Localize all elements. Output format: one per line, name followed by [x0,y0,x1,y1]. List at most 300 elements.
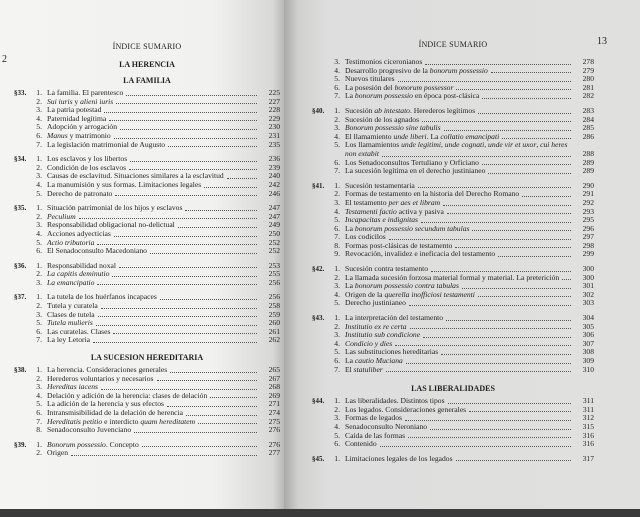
item-number: 2. [36,301,42,311]
item-number: 3. [36,309,42,319]
title-segment: Los esclavos y los libertos [47,154,128,164]
item-number: 4. [334,65,340,75]
running-header: ÍNDICE SUMARIO [418,40,488,49]
page-number: 2 [2,54,7,65]
item-number: 5. [334,215,340,225]
title-segment: Revocación, invalidez e ineficacia del testamento [345,249,496,259]
entry-title [345,299,406,308]
page-ref: 280 [582,74,594,84]
page-ref: 279 [582,65,594,75]
dot-leader [482,164,571,165]
dot-leader [116,103,257,104]
title-segment: Tutela y curatela [47,301,98,311]
dot-leader [418,187,571,188]
title-segment: querella inofficiosi testamenti [384,289,475,299]
title-segment: Acciones adyecticias [47,228,111,238]
page-ref: 229 [268,113,280,123]
dot-leader [115,195,257,196]
dot-leader [101,389,257,390]
toc-entry[interactable] [14,141,280,150]
dot-leader [431,271,571,272]
toc-entry[interactable] [312,167,594,176]
item-number: 7. [334,91,340,101]
page-ref: 311 [582,404,594,414]
section-number: §45. [312,454,325,463]
title-segment: Los Senadoconsultos Tertuliano y Orficiano [345,157,479,167]
title-segment: alieni iuris [80,96,114,106]
part-title: LA HERENCIA [119,60,175,69]
dot-leader [386,371,571,372]
title-segment: La emancipatio [47,277,95,287]
page-ref: 260 [268,318,280,328]
title-segment: . Herederos legítimos [409,105,476,115]
title-segment: La [345,91,355,101]
title-segment: quam hereditatem [140,416,196,426]
page-ref: 315 [582,421,594,431]
dot-leader [482,98,571,99]
title-segment: La tutela de los huérfanos incapaces [47,292,157,302]
title-segment: El Senadoconsulto Macedoniano [47,246,147,256]
title-segment: bonorum possessio [429,65,488,75]
entry-title [345,455,453,464]
dot-leader [448,403,571,404]
title-segment: La sucesión legítima en el derecho justinianeo [345,166,486,176]
title-segment: bonorum possessio contra tabulas [354,281,459,291]
item-number: 1. [36,439,42,449]
dot-leader [79,218,257,219]
title-segment: . Concepto [105,439,139,449]
item-number: 4. [36,228,42,238]
page-ref: 252 [268,237,280,247]
page-ref: 242 [268,179,280,189]
dot-leader [227,178,257,179]
page-ref: 291 [582,189,594,199]
dot-leader [430,429,571,430]
dot-leader [130,161,257,162]
title-segment: La [345,356,355,365]
title-segment: Delación y adición de la herencia: clases de delación [47,390,208,400]
item-number: 3. [334,197,340,207]
page-ref: 246 [268,188,280,198]
dot-leader [93,342,257,343]
page-ref: 300 [582,272,594,282]
page-ref: 300 [582,264,594,274]
item-number: 3. [36,382,42,392]
dot-leader [96,325,257,326]
title-segment: bonorum possessio secundum tabulas [354,223,470,233]
title-segment: Derecho justinianeo [345,298,406,308]
item-number: 7. [36,139,42,149]
dot-leader [472,230,571,231]
title-segment: , [440,140,445,150]
title-segment: Situación patrimonial de los hijos y esclavos [47,203,183,213]
page-ref: 292 [582,197,594,207]
item-number: 8. [334,240,340,250]
dot-leader [186,415,257,416]
page-ref: 281 [582,82,594,92]
item-number: 3. [36,171,42,181]
item-number: 2. [36,211,42,221]
page-ref: 258 [268,301,280,311]
page-ref: 271 [268,399,280,409]
section-number: §42. [312,265,325,274]
chapter-title: LAS LIBERALIDADES [411,384,495,394]
item-number: 5. [36,122,42,132]
right-page-content [312,40,594,463]
page-ref: 276 [268,425,280,435]
dot-leader [167,406,257,407]
page-ref: 309 [582,356,594,365]
page-ref: 274 [268,408,280,417]
page-ref: 305 [582,321,594,331]
title-segment: Responsabilidad noxal [47,260,116,270]
title-segment: Las liberalidades. Distintos tipos [345,396,445,406]
title-segment: Los codicilos [345,232,386,242]
page-ref: 253 [268,260,280,270]
page-ref: 312 [582,413,594,423]
entry-title [345,167,485,176]
dot-leader [441,354,571,355]
page-ref: 307 [582,338,594,348]
dot-leader [101,308,257,309]
title-segment: y [72,96,81,106]
item-number: 8. [36,425,42,435]
page-ref: 311 [582,396,594,406]
section-number: §37. [14,293,27,302]
dot-leader [97,284,257,285]
dot-leader [469,411,571,412]
title-segment: Herederos voluntarios y necesarios [47,373,154,383]
title-segment: Institutio sub condicione [345,330,421,340]
page-ref: 235 [268,139,280,149]
item-number: 1. [334,313,340,323]
toc-entry[interactable] [312,299,594,308]
toc-entry[interactable] [312,440,594,449]
chapter-title: LA SUCESION HEREDITARIA [90,353,204,363]
item-number: 6. [334,82,340,92]
dot-leader [120,129,257,130]
item-number: 7. [36,335,42,345]
page-ref: 283 [582,105,594,115]
page-ref: 288 [582,148,594,158]
title-segment: unde cognati [444,140,485,150]
dot-leader [456,460,571,461]
item-number: 3. [334,281,340,291]
title-segment: en época post-clásica [412,91,480,101]
page-ref: 317 [582,453,594,463]
title-segment: Actio tributoria [47,237,95,247]
dot-leader [380,446,571,447]
page-ref: 231 [268,130,280,140]
page-ref: 268 [268,382,280,392]
title-segment: Hereditatis petitio [47,416,103,426]
page-ref: 303 [582,298,594,308]
item-number: 7. [36,416,42,426]
title-segment: Testimonios ciceronianos [345,57,423,66]
dot-leader [114,138,257,139]
item-number: 7. [334,166,340,176]
title-segment: La adición de la herencia y sus efectos [47,399,165,409]
dot-leader [204,187,257,188]
toc-entry[interactable] [312,92,594,101]
title-segment: statuliber [353,364,383,374]
title-segment: La capitis deminutio [47,269,110,279]
toc-entry[interactable] [312,366,594,375]
dot-leader [210,397,257,398]
section-number: §34. [14,155,27,164]
item-number: 4. [334,131,340,141]
title-segment: Desarrollo progresivo de la [345,65,430,75]
dot-leader [185,210,257,211]
page-ref: 252 [268,246,280,256]
dot-leader [423,337,571,338]
item-number: 1. [334,180,340,190]
page-ref: 286 [582,131,594,141]
title-segment: unde legitimi [401,140,441,150]
item-number: 5. [36,399,42,409]
dot-leader [389,239,571,240]
item-number: 4. [334,338,340,348]
toc-entry[interactable] [14,336,280,345]
title-segment: Responsabilidad obligacional no-delictual [47,220,175,230]
dot-leader [446,320,571,321]
page-ref: 227 [268,96,280,106]
title-segment: Derecho de patronato [47,188,113,198]
toc-entry[interactable] [14,426,280,435]
title-segment: Contenido [345,439,377,449]
dot-leader [382,156,571,157]
title-segment: La [345,223,355,233]
entry-title [47,449,68,458]
title-segment: Testamenti factio [345,206,397,216]
title-segment: bonorum possessio [354,91,413,101]
item-number: 4. [334,421,340,431]
page-ref: 275 [268,416,280,426]
entry-title [47,141,165,150]
item-number: 2. [334,189,340,199]
page-ref: 295 [582,215,594,225]
dot-leader [455,247,571,248]
dot-leader [113,333,257,334]
title-segment: Nuevos titulares [345,74,395,84]
toc-entry[interactable] [312,455,594,464]
page-ref: 262 [268,335,280,345]
title-segment: Sucesión de los agnados [345,114,420,124]
item-number: 2. [36,448,42,458]
title-segment: La posesión del [345,82,395,92]
item-number: 1. [334,453,340,463]
page-ref: 230 [268,122,280,132]
title-segment: Sucesión [345,105,375,115]
title-segment: Manus [47,130,68,140]
page-ref: 293 [582,206,594,216]
page-ref: 228 [268,105,280,115]
item-number: 5. [334,298,340,308]
title-segment: La manumisión y sus formas. Limitaciones legales [47,179,202,189]
item-number: 1. [334,264,340,274]
left-page-content [14,42,280,458]
title-segment: , [484,140,489,150]
toc-entry[interactable] [14,247,280,256]
item-number: 6. [36,246,42,256]
page-number: 13 [597,36,607,47]
dot-leader [170,372,257,373]
title-segment: Formas post-clásicas de testamento [345,240,453,250]
dot-leader [126,95,257,96]
dot-leader [456,89,571,90]
item-number: 5. [36,318,42,328]
dot-leader [398,81,571,82]
title-segment: bonorum possessor [394,82,454,92]
dot-leader [98,316,257,317]
dot-leader [168,146,257,147]
title-segment: Origen de la [345,289,385,299]
entry-title [345,141,574,150]
entry-title [47,336,90,345]
page-ref: 278 [582,57,594,66]
item-number: 3. [334,413,340,423]
page-ref: 259 [268,309,280,319]
dot-leader [178,227,257,228]
entry-title [47,426,131,435]
item-number: 6. [334,223,340,233]
title-segment: Las substituciones hereditarias [345,347,439,357]
page-ref: 256 [268,292,280,302]
toc-entry[interactable] [312,250,594,259]
entry-title [47,247,147,256]
toc-list [14,366,280,458]
toc-list [14,89,280,345]
item-number: 5. [36,188,42,198]
dot-leader [421,222,571,223]
title-segment: Los llamamientos [345,140,402,150]
dot-leader [109,120,257,121]
item-number: 2. [36,269,42,279]
entry-title [47,279,94,288]
page-ref: 301 [582,281,594,291]
item-number: 1. [334,396,340,406]
dot-leader [444,130,571,131]
dot-leader [406,363,571,364]
toc-entry[interactable] [14,190,280,199]
title-segment: Tutela mulieris [47,318,93,328]
page-ref: 296 [582,223,594,233]
title-segment: non extabit [345,148,379,158]
dot-leader [491,72,571,73]
item-number: 3. [334,123,340,133]
item-number: 1. [36,260,42,270]
page-ref: 240 [268,171,280,181]
page-ref: 247 [268,211,280,221]
title-segment: La familia. El parentesco [47,88,124,97]
entry-title [47,190,112,199]
title-segment: Senadoconsulto Neroniano [345,421,428,431]
section-number: §35. [14,204,27,213]
section-number: §39. [14,440,27,449]
dot-leader [478,296,571,297]
page-ref: 265 [268,365,280,375]
title-segment: La legislación matrimonial de Augusto [47,139,166,149]
item-number: 3. [36,277,42,287]
page-ref: 285 [582,123,594,133]
page-ref: 310 [582,364,594,374]
page-ref: 284 [582,114,594,124]
dot-leader [443,205,571,206]
dot-leader [409,305,571,306]
page-ref: 282 [582,91,594,101]
dot-leader [157,380,258,381]
title-segment: cui heres [540,140,568,150]
item-number: 5. [334,430,340,440]
dot-leader [405,420,571,421]
entry-title [345,440,377,449]
item-number: 6. [36,326,42,336]
page-ref: 289 [582,157,594,167]
toc-entry[interactable] [14,279,280,288]
page-ref: 261 [268,326,280,336]
title-segment: Intransmisibilidad de la delación de herencia [47,408,184,417]
toc-entry[interactable] [14,449,280,458]
title-segment: Condición de los esclavos [47,162,127,172]
dot-leader [71,455,257,456]
item-number: 1. [36,292,42,302]
item-number: 6. [334,157,340,167]
dot-leader [502,138,571,139]
dot-leader [425,64,571,65]
item-number: 5. [334,140,340,150]
title-segment: Clases de tutela [47,309,95,319]
entry-title [345,250,495,259]
page-ref: 298 [582,240,594,250]
title-segment: ab intestato [374,105,410,115]
toc-list [312,397,594,463]
title-segment: , [536,140,541,150]
page-ref: 290 [582,180,594,190]
page-ref: 276 [268,439,280,449]
item-number: 2. [36,162,42,172]
title-segment: La ley Letoria [47,335,91,345]
item-number: 4. [36,390,42,400]
item-number: 3. [334,330,340,340]
section-number: §40. [312,106,325,115]
dot-leader [498,256,571,257]
title-segment: La [345,281,355,291]
dot-leader [447,213,571,214]
item-number: 2. [334,272,340,282]
page-ref: 289 [582,166,594,176]
title-segment: Condicio y dies [345,338,393,348]
title-segment: Senadoconsulto Juvenciano [47,425,132,435]
page-ref: 302 [582,289,594,299]
dot-leader [522,196,571,197]
title-segment: cautio Muciana [354,356,403,365]
item-number: 6. [36,130,42,140]
dot-leader [408,437,571,438]
dot-leader [142,446,257,447]
dot-leader [462,288,571,289]
title-segment: Los legados. Consideraciones generales [345,404,467,414]
title-segment: per aes et libram [388,197,441,207]
item-number: 1. [36,365,42,375]
section-number: §44. [312,397,325,406]
page-ref: 269 [268,390,280,400]
dot-leader [422,121,571,122]
item-number: 6. [334,356,340,365]
title-segment: y matrimonio [67,130,111,140]
item-number: 5. [36,237,42,247]
item-number: 1. [36,154,42,164]
left-page [0,0,284,509]
